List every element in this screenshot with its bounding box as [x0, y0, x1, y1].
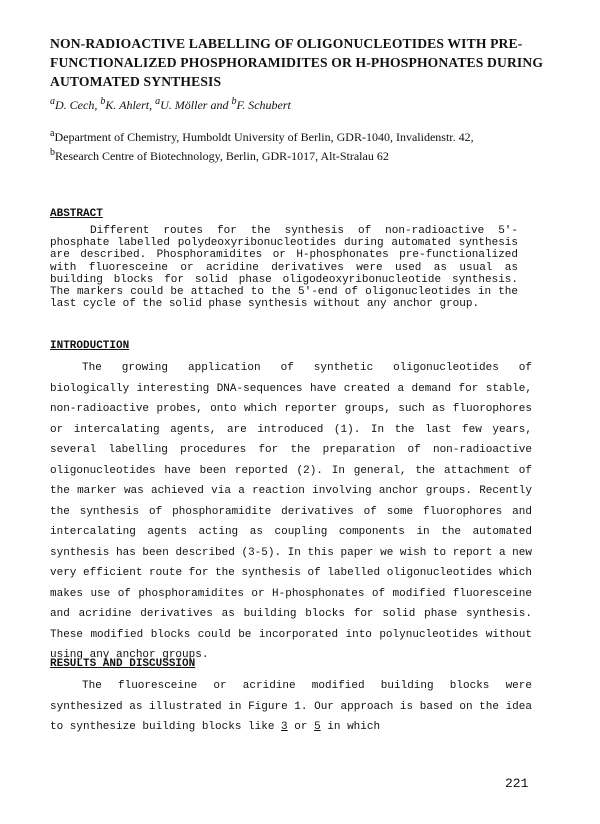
author-mark: a [155, 96, 161, 107]
author-name: K. Ahlert [105, 98, 150, 112]
author-mark: b [231, 96, 237, 107]
affiliation-text: Department of Chemistry, Humboldt University of Berlin, GDR-1040, Invalidenstr. 42, [54, 130, 474, 144]
affiliation-mark: b [50, 147, 55, 158]
abstract-heading: ABSTRACT [50, 208, 103, 220]
author-list: $^a$D. Cech, $^b$K. Ahlert, $^a$U. Möller and $^b$F. Schubert [50, 96, 291, 112]
author-name: F. Schubert [236, 98, 291, 112]
compound-ref: 5 [314, 721, 321, 733]
author-name: U. Möller [160, 98, 208, 112]
author-and: and [210, 98, 229, 112]
affiliation-line [50, 126, 570, 145]
abstract-text: Different routes for the synthesis of non-radioactive 5'-phosphate labelled polydeoxyribonucleotides during automated synthesis are described. Phosphoramidites or H-phosphonates pre-functionalized with fluoresceine or acridine derivatives were used as usual as building blocks for solid phase oligodeoxyribonucleotide synthesis. The markers could be attached to the 5'-end of oligonucleotides in the last cycle of the solid phase synthesis without any anchor group. [50, 225, 518, 311]
affiliation-mark: a [50, 128, 55, 139]
results-text-mid: or [287, 721, 315, 733]
author-mark: b [100, 96, 106, 107]
author-name: D. Cech [55, 98, 95, 112]
paper-title: NON-RADIOACTIVE LABELLING OF OLIGONUCLEOTIDES WITH PRE-FUNCTIONALIZED PHOSPHORAMIDITES OR H-PHOSPHONATES DURING AUTOMATED SYNTHESIS [50, 36, 544, 89]
results-text-after: in which [320, 721, 381, 733]
affiliation-text: Research Centre of Biotechnology, Berlin, GDR-1017, Alt-Stralau 62 [55, 149, 389, 163]
introduction-heading: INTRODUCTION [50, 340, 130, 352]
results-heading: RESULTS AND DISCUSSION [50, 658, 196, 670]
page-number: 221 [505, 776, 529, 791]
compound-ref: 3 [281, 721, 288, 733]
author-mark: a [50, 96, 55, 107]
results-text [50, 676, 532, 738]
introduction-text: The growing application of synthetic oligonucleotides of biologically interesting DNA-sequences have created a demand for stable, non-radioactive probes, onto which reporter groups, such as fluorophores or intercalating agents, are introduced (1). In the last few years, several labelling procedures for the preparation of non-radioactive oligonucleotides have been reported (2). In general, the attachment of the marker was achieved via a reaction involving anchor groups. Recently the synthesis of phosphoramidite derivatives of some fluorophores and intercalating agents acting as coupling components in the automated synthesis has been described (3-5). In this paper we wish to report a new very efficient route for the synthesis of labelled oligonucleotides which makes use of phosphoramidites or H-phosphonates of modified fluoresceine and acridine derivatives as building blocks for solid phase synthesis. These modified blocks could be incorporated into polynucleotides without using any anchor groups. [50, 362, 532, 661]
affiliation-line [50, 145, 570, 164]
affiliations [50, 126, 570, 164]
results-text-before: The fluoresceine or acridine modified building blocks were synthesized as illustrated in Figure 1. Our approach is based on the idea to synthesize building blocks like [50, 680, 532, 733]
